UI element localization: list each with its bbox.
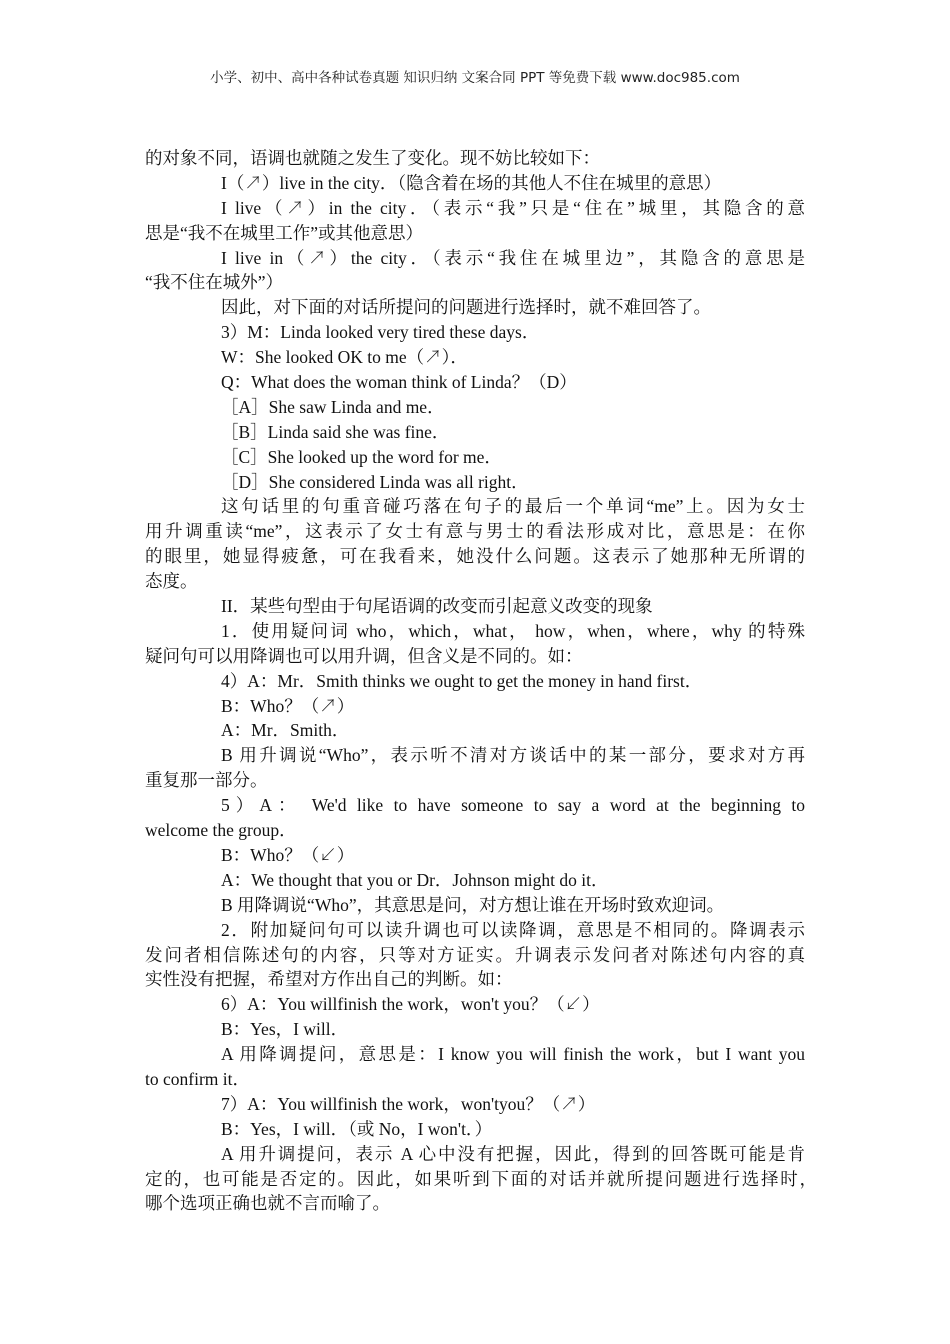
text-line: welcome the group． bbox=[145, 820, 297, 841]
text-line: “我不住在城外”） bbox=[145, 272, 284, 293]
text-line: B 用升调说“Who”，表示听不清对方谈话中的某一部分，要求对方再 bbox=[221, 745, 805, 766]
text-line: 定的，也可能是否定的。因此，如果听到下面的对话并就所提问题进行选择时， bbox=[145, 1168, 817, 1189]
text-line: B：Yes，I will．（或 No，I won't．） bbox=[221, 1118, 493, 1139]
text-line: 7）A：You willfinish the work，won'tyou？（↗） bbox=[221, 1093, 596, 1114]
text-line: 实性没有把握，希望对方作出自己的判断。如： bbox=[145, 969, 513, 990]
text-line: ［C］She looked up the word for me． bbox=[221, 446, 502, 467]
text-line: A 用升调提问，表示 A 心中没有把握，因此，得到的回答既可能是肯 bbox=[221, 1143, 805, 1164]
text-line: W：She looked OK to me（↗）． bbox=[221, 347, 468, 368]
text-line: I（↗）live in the city．（隐含着在场的其他人不住在城里的意思） bbox=[221, 172, 722, 193]
text-line: Q：What does the woman think of Linda？（D） bbox=[221, 372, 577, 393]
text-line: B：Who？（↗） bbox=[221, 695, 355, 716]
text-line: A：Mr．Smith． bbox=[221, 720, 350, 741]
text-line: 4）A：Mr．Smith thinks we ought to get the money in hand first． bbox=[221, 670, 703, 691]
text-line: B：Who？（↙） bbox=[221, 844, 355, 865]
text-line: 5）A： We'd like to have someone to say a word at the beginning to bbox=[221, 795, 805, 816]
text-line: I live in（↗）the city．（表示“我住在城里边”，其隐含的意思是 bbox=[221, 247, 805, 268]
text-line: to confirm it． bbox=[145, 1068, 250, 1089]
text-line: 2．附加疑问句可以读升调也可以读降调，意思是不相同的。降调表示 bbox=[221, 919, 805, 940]
page-header-banner: 小学、初中、高中各种试卷真题 知识归纳 文案合同 PPT 等免费下载 www.doc985.com bbox=[210, 70, 740, 86]
text-line: 1．使用疑问词 who，which，what， how，when，where，why 的特殊 bbox=[221, 620, 805, 641]
text-line: A 用降调提问，意思是：I know you will finish the work，but I want you bbox=[221, 1044, 805, 1065]
text-line: 思是“我不在城里工作”或其他意思） bbox=[145, 222, 424, 243]
text-line: 疑问句可以用降调也可以用升调，但含义是不同的。如： bbox=[145, 645, 583, 666]
text-line: 这句话里的句重音碰巧落在句子的最后一个单词“me”上。因为女士 bbox=[221, 496, 805, 517]
document-body bbox=[145, 146, 817, 1216]
text-line: ［D］She considered Linda was all right． bbox=[221, 471, 529, 492]
text-line: A：We thought that you or Dr．Johnson might do it． bbox=[221, 869, 609, 890]
text-line: 6）A：You willfinish the work，won't you？（↙） bbox=[221, 994, 600, 1015]
text-line: 用升调重读“me”，这表示了女士有意与男士的看法形成对比，意思是：在你 bbox=[145, 521, 805, 542]
text-line: 重复那一部分。 bbox=[145, 770, 268, 791]
text-line: 的眼里，她显得疲惫，可在我看来，她没什么问题。这表示了她那种无所谓的 bbox=[145, 546, 805, 567]
text-line: 因此，对下面的对话所提问的问题进行选择时，就不难回答了。 bbox=[221, 297, 711, 318]
text-line: 发问者相信陈述句的内容，只等对方证实。升调表示发问者对陈述句内容的真 bbox=[145, 944, 805, 965]
text-line: I live（↗）in the city．（表示“我”只是“住在”城里，其隐含的意 bbox=[221, 197, 805, 218]
text-line: II．某些句型由于句尾语调的改变而引起意义改变的现象 bbox=[221, 596, 653, 617]
text-line: 哪个选项正确也就不言而喻了。 bbox=[145, 1193, 390, 1214]
text-line: ［B］Linda said she was fine． bbox=[221, 421, 450, 442]
text-line: 的对象不同，语调也就随之发生了变化。现不妨比较如下： bbox=[145, 148, 600, 168]
text-line: 3）M：Linda looked very tired these days． bbox=[221, 322, 540, 343]
text-line: 态度。 bbox=[145, 571, 198, 592]
text-line: ［A］She saw Linda and me． bbox=[221, 396, 445, 417]
text-line: B 用降调说“Who”，其意思是问，对方想让谁在开场时致欢迎词。 bbox=[221, 894, 725, 915]
text-line: B：Yes，I will． bbox=[221, 1019, 349, 1040]
